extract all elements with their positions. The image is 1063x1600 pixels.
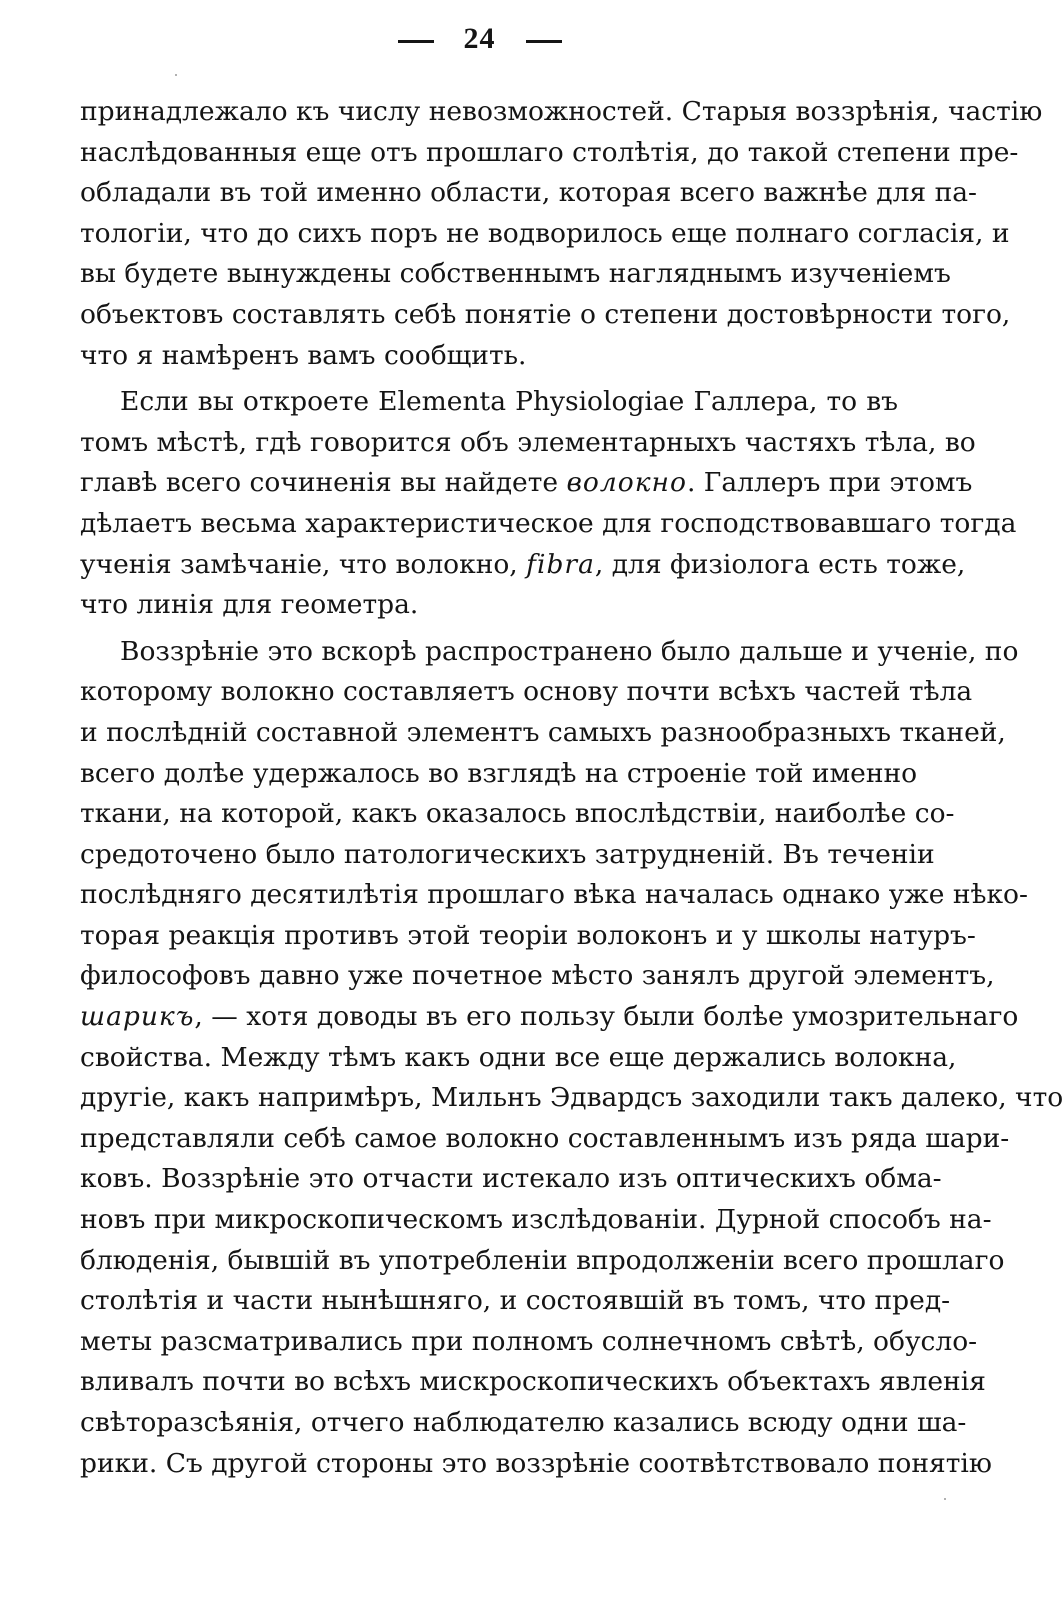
text-line: Воззрѣніе это вскорѣ распространено было дальше и ученіе, по (120, 635, 1019, 667)
print-speck (175, 74, 177, 76)
text-line: и послѣдній составной элементъ самыхъ разнообразныхъ тканей, (80, 716, 1006, 748)
text-line: принадлежало къ числу невозможностей. Старыя воззрѣнія, частію (80, 96, 1043, 127)
text-line: ткани, на которой, какъ оказалось впослѣдствіи, наиболѣе со- (80, 798, 955, 830)
emphasis: волокно (566, 467, 687, 499)
text-line: объектовъ составлять себѣ понятіе о степени достовѣрности того, (80, 298, 1011, 330)
emphasis: fibra (526, 548, 595, 580)
text-line: столѣтія и части нынѣшняго, и состоявшій въ томъ, что пред- (80, 1285, 951, 1317)
text-line: ученія замѣчаніе, что волокно, fibra, для физіолога есть тоже, (80, 548, 966, 580)
text-line: ковъ. Воззрѣніе это отчасти истекало изъ оптическихъ обма- (80, 1163, 942, 1195)
text-line: обладали въ той именно области, которая всего важнѣе для па- (80, 177, 977, 209)
text-line: шарикъ, — хотя доводы въ его пользу были болѣе умозрительнаго (80, 1001, 1019, 1033)
text-line: главѣ всего сочиненія вы найдете волокно. Галлеръ при этомъ (80, 467, 973, 499)
emphasis: шарикъ (80, 1001, 195, 1033)
dash-right (526, 40, 562, 43)
text-line: другіе, какъ напримѣръ, Мильнъ Эдвардсъ заходили такъ далеко, что (80, 1082, 1063, 1114)
text-line: философовъ давно уже почетное мѣсто занялъ другой элементъ, (80, 960, 995, 992)
page-number (0, 22, 959, 56)
text-line: наслѣдованныя еще отъ прошлаго столѣтія, до такой степени пре- (80, 136, 1019, 168)
text-line: Если вы откроете Elementa Physiologiae Галлера, то въ (120, 386, 898, 418)
paragraph-1 (80, 92, 1043, 376)
text-line: вливалъ почти во всѣхъ мискроскопическихъ объектахъ явленія (80, 1366, 986, 1398)
text-line: послѣдняго десятилѣтія прошлаго вѣка началась однако уже нѣко- (80, 879, 1028, 911)
text-line: вы будете вынуждены собственнымъ нагляднымъ изученіемъ (80, 258, 951, 290)
text-line: меты разсматривались при полномъ солнечномъ свѣтѣ, обусло- (80, 1325, 978, 1357)
text-line: торая реакція противъ этой теоріи волоконъ и у школы натуръ- (80, 919, 976, 951)
page-number-text: 24 (463, 22, 496, 55)
paragraph-2 (80, 382, 1017, 626)
dash-left (398, 40, 434, 43)
text-line: тологіи, что до сихъ поръ не водворилось еще полнаго согласія, и (80, 217, 1010, 249)
print-speck (944, 1498, 946, 1500)
text-line: рики. Съ другой стороны это воззрѣніе соотвѣтствовало понятію (80, 1447, 992, 1479)
text-line: что линія для геометра. (80, 589, 419, 621)
text-line: блюденія, бывшій въ употребленіи впродолженіи всего прошлаго (80, 1244, 1005, 1276)
text-line: которому волокно составляетъ основу почти всѣхъ частей тѣла (80, 676, 973, 708)
text-line: средоточено было патологическихъ затрудненій. Въ теченіи (80, 838, 935, 870)
text-line: томъ мѣстѣ, гдѣ говорится объ элементарныхъ частяхъ тѣла, во (80, 426, 976, 458)
text-line: дѣлаетъ весьма характеристическое для господствовавшаго тогда (80, 507, 1017, 539)
text-line: всего долѣе удержалось во взглядѣ на строеніе той именно (80, 757, 918, 789)
text-line: свойства. Между тѣмъ какъ одни все еще держались волокна, (80, 1041, 957, 1073)
text-line: новъ при микроскопическомъ изслѣдованіи. Дурной способъ на- (80, 1204, 992, 1236)
text-line: свѣторазсѣянія, отчего наблюдателю казались всюду одни ша- (80, 1407, 967, 1438)
body-text (80, 92, 1063, 1490)
text-line: представляли себѣ самое волокно составленнымъ изъ ряда шари- (80, 1122, 1010, 1154)
text-line: что я намѣренъ вамъ сообщить. (80, 339, 527, 371)
paragraph-3 (80, 632, 1063, 1484)
